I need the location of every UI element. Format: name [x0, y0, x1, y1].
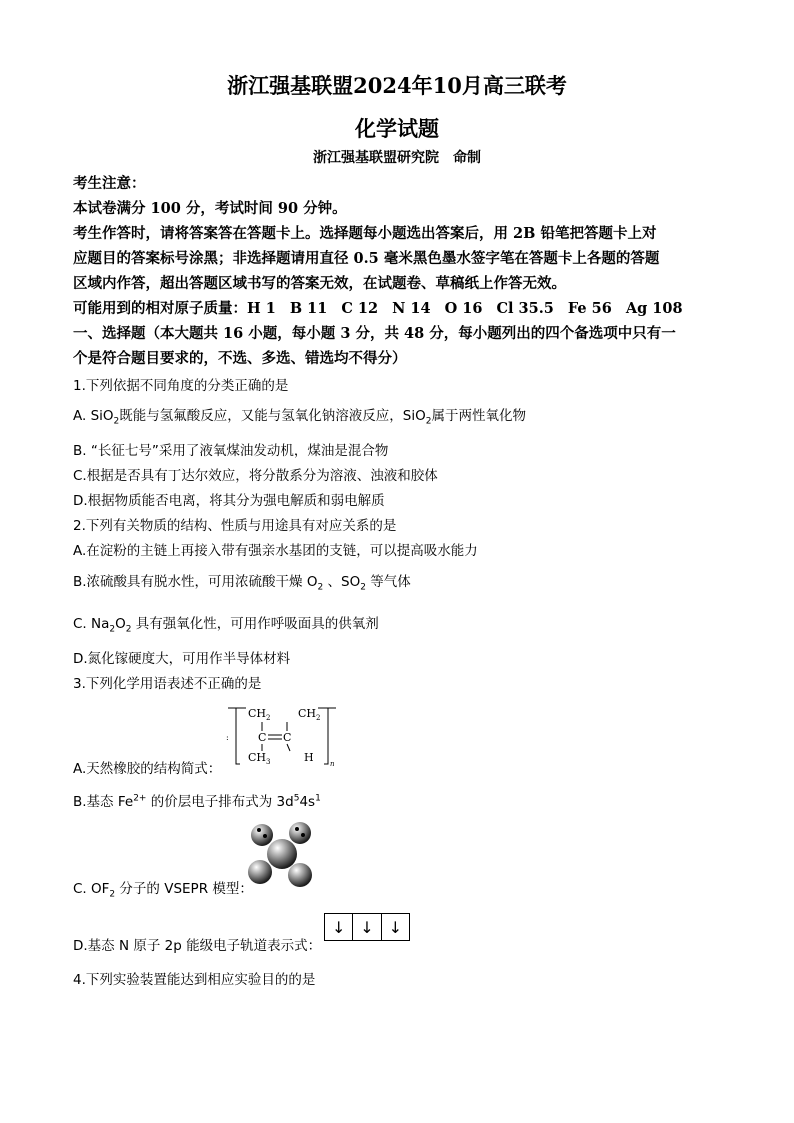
vsepr-model-image [244, 820, 320, 890]
q4-stem: 4.下列实验装置能达到相应实验目的的是 [73, 972, 316, 988]
q2-b-text: 等气体 [365, 574, 411, 590]
q3-c-text: 分子的 VSEPR 模型： [115, 881, 253, 897]
q2-stem: 2.下列有关物质的结构、性质与用途具有对应关系的是 [73, 518, 397, 534]
q1-a-text: 既能与氢氟酸反应，又能与氢氧化钠溶液反应，SiO [119, 408, 426, 424]
q3-c-text: C. OF [73, 881, 110, 897]
q1-stem: 1.下列依据不同角度的分类正确的是 [73, 378, 289, 394]
q1-option-c: C.根据是否具有丁达尔效应，将分散系分为溶液、浊液和胶体 [73, 468, 438, 484]
q1-a-sub: 2 [113, 416, 120, 427]
q3-b-sup: 1 [315, 793, 321, 804]
q2-c-sub: 2 [109, 624, 116, 635]
central-atom [267, 839, 297, 869]
repeat-n-label: n [330, 760, 335, 768]
ch2-right-label: $CH_2$ [298, 707, 321, 722]
q2-option-b [73, 570, 411, 593]
q3-stem: 3.下列化学用语表述不正确的是 [73, 676, 262, 692]
orbital-diagram [324, 913, 410, 941]
q2-b-text: 、SO [323, 574, 361, 590]
notice-line-1: 本试卷满分 100 分，考试时间 90 分钟。 [73, 200, 347, 217]
q2-b-sub: 2 [360, 582, 366, 593]
lone-pair-lobe [289, 822, 311, 844]
section-1-heading-line-2: 个是符合题目要求的，不选、多选、错选均不得分） [73, 350, 407, 367]
q3-b-sup: 5 [293, 793, 300, 804]
ch2-left-label: $CH_2$ [248, 707, 271, 722]
svg-text::: : [226, 733, 229, 742]
notice-line-4: 区域内作答，超出答题区域书写的答案无效，在试题卷、草稿纸上作答无效。 [73, 275, 566, 292]
orbital-box: ↓ [388, 917, 403, 937]
atomic-mass-line [73, 297, 683, 318]
hydrogen-label: H [304, 751, 314, 764]
subject-title: 化学试题 [355, 116, 439, 141]
q3-option-b [73, 790, 321, 810]
q2-c-text: C. Na [73, 616, 110, 632]
q1-option-a [73, 404, 526, 427]
natural-rubber-structure [226, 700, 346, 770]
q2-c-sub: 2 [125, 624, 132, 635]
carbon-left-label: C [258, 731, 267, 744]
q1-a-sub: 2 [425, 416, 432, 427]
q1-option-b: B. “长征七号”采用了液氧煤油发动机，煤油是混合物 [73, 443, 389, 459]
q3-b-text: 的价层电子排布式为 3d [146, 794, 294, 810]
notice-heading: 考生注意： [73, 175, 146, 192]
orbital-box: ↓ [353, 914, 381, 940]
section-1-heading-line-1: 一、选择题（本大题共 16 小题，每小题 3 分，共 48 分，每小题列出的四个备选项中只有一 [73, 325, 676, 342]
orbital-box: ↓ [325, 914, 353, 940]
atomic-mass-item: Fe 56 [567, 300, 612, 317]
q2-option-d: D.氮化镓硬度大，可用作半导体材料 [73, 651, 291, 667]
q2-c-text: 具有强氧化性，可用作呼吸面具的供氧剂 [131, 616, 379, 632]
atomic-mass-item: O 16 [444, 300, 483, 317]
q1-a-text: 属于两性氧化物 [431, 408, 526, 424]
atomic-mass-item: C 12 [341, 300, 379, 317]
q3-b-text: B.基态 Fe [73, 794, 134, 810]
q3-option-d: D.基态 N 原子 2p 能级电子轨道表示式： [73, 938, 322, 954]
atomic-mass-item: Cl 35.5 [496, 300, 554, 317]
carbon-right-label: C [283, 731, 292, 744]
q3-b-sup: 2+ [133, 793, 147, 804]
atomic-mass-item: N 14 [392, 300, 431, 317]
q3-b-text: 4s [299, 794, 316, 810]
q3-option-c [73, 877, 253, 900]
atomic-mass-item: H 1 [247, 300, 276, 317]
exam-title: 浙江强基联盟2024年10月高三联考 [227, 73, 567, 98]
notice-line-3: 应题目的答案标号涂黑；非选择题请用直径 0.5 毫米黑色墨水签字笔在答题卡上各题的答题 [73, 250, 660, 267]
q3-option-a: A.天然橡胶的结构简式： [73, 761, 222, 777]
q2-option-a: A.在淀粉的主链上再接入带有强亲水基团的支链，可以提高吸水能力 [73, 543, 478, 559]
q2-c-text: O [115, 616, 126, 632]
notice-line-2: 考生作答时，请将答案答在答题卡上。选择题每小题选出答案后，用 2B 铅笔把答题卡上对 [73, 225, 657, 242]
q2-b-text: B.浓硫酸具有脱水性，可用浓硫酸干燥 O [73, 574, 318, 590]
outer-atom [288, 863, 312, 887]
q1-option-d: D.根据物质能否电离，将其分为强电解质和弱电解质 [73, 493, 385, 509]
atomic-mass-label: 可能用到的相对原子质量： [73, 300, 247, 317]
q2-b-sub: 2 [317, 582, 324, 593]
q2-option-c [73, 612, 379, 635]
q3-c-sub: 2 [109, 889, 116, 900]
author-line: 浙江强基联盟研究院 命制 [313, 150, 481, 166]
lone-pair-lobe [251, 824, 273, 846]
atomic-mass-item: B 11 [289, 300, 328, 317]
q1-a-text: A. SiO [73, 408, 114, 424]
ch3-label: $CH_3$ [248, 751, 271, 766]
atomic-mass-item: Ag 108 [625, 300, 683, 317]
